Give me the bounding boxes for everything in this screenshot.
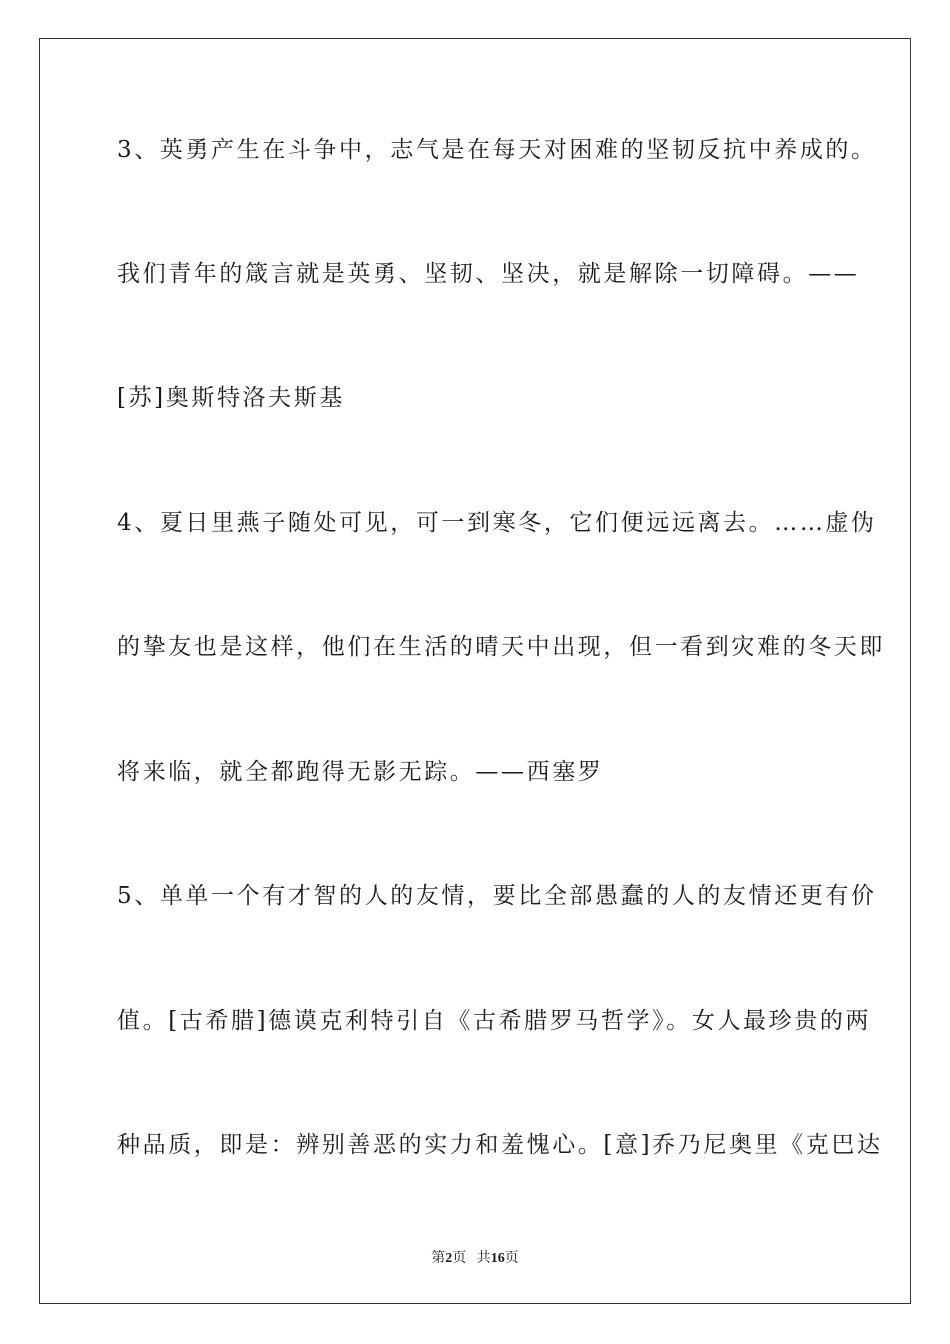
text-line-6: 将来临，就全都跑得无影无踪。——西塞罗 <box>117 759 604 785</box>
text-line-3: [苏]奥斯特洛夫斯基 <box>117 385 345 411</box>
footer-page-number: 2 <box>445 1251 453 1266</box>
text-line-8: 值。[古希腊]德谟克利特引自《古希腊罗马哲学》。女人最珍贵的两 <box>117 1008 872 1034</box>
page-frame <box>39 38 911 1304</box>
footer-middle: 页 共 <box>452 1251 491 1266</box>
text-line-4: 4、夏日里燕子随处可见，可一到寒冬，它们便远远离去。……虚伪 <box>117 510 877 536</box>
text-line-9: 种品质，即是：辨别善恶的实力和羞愧心。[意]乔乃尼奥里《克巴达 <box>117 1132 883 1158</box>
text-line-5: 的挚友也是这样，他们在生活的晴天中出现，但一看到灾难的冬天即 <box>117 634 885 660</box>
footer-suffix: 页 <box>504 1251 519 1266</box>
text-line-7: 5、单单一个有才智的人的友情，要比全部愚蠢的人的友情还更有价 <box>117 883 877 909</box>
text-line-1: 3、英勇产生在斗争中，志气是在每天对困难的坚韧反抗中养成的。 <box>117 137 877 163</box>
footer-total-pages: 16 <box>490 1251 505 1266</box>
footer-prefix: 第 <box>431 1251 446 1266</box>
text-line-2: 我们青年的箴言就是英勇、坚韧、坚决，就是解除一切障碍。—— <box>117 261 860 287</box>
page-footer <box>0 1247 950 1267</box>
